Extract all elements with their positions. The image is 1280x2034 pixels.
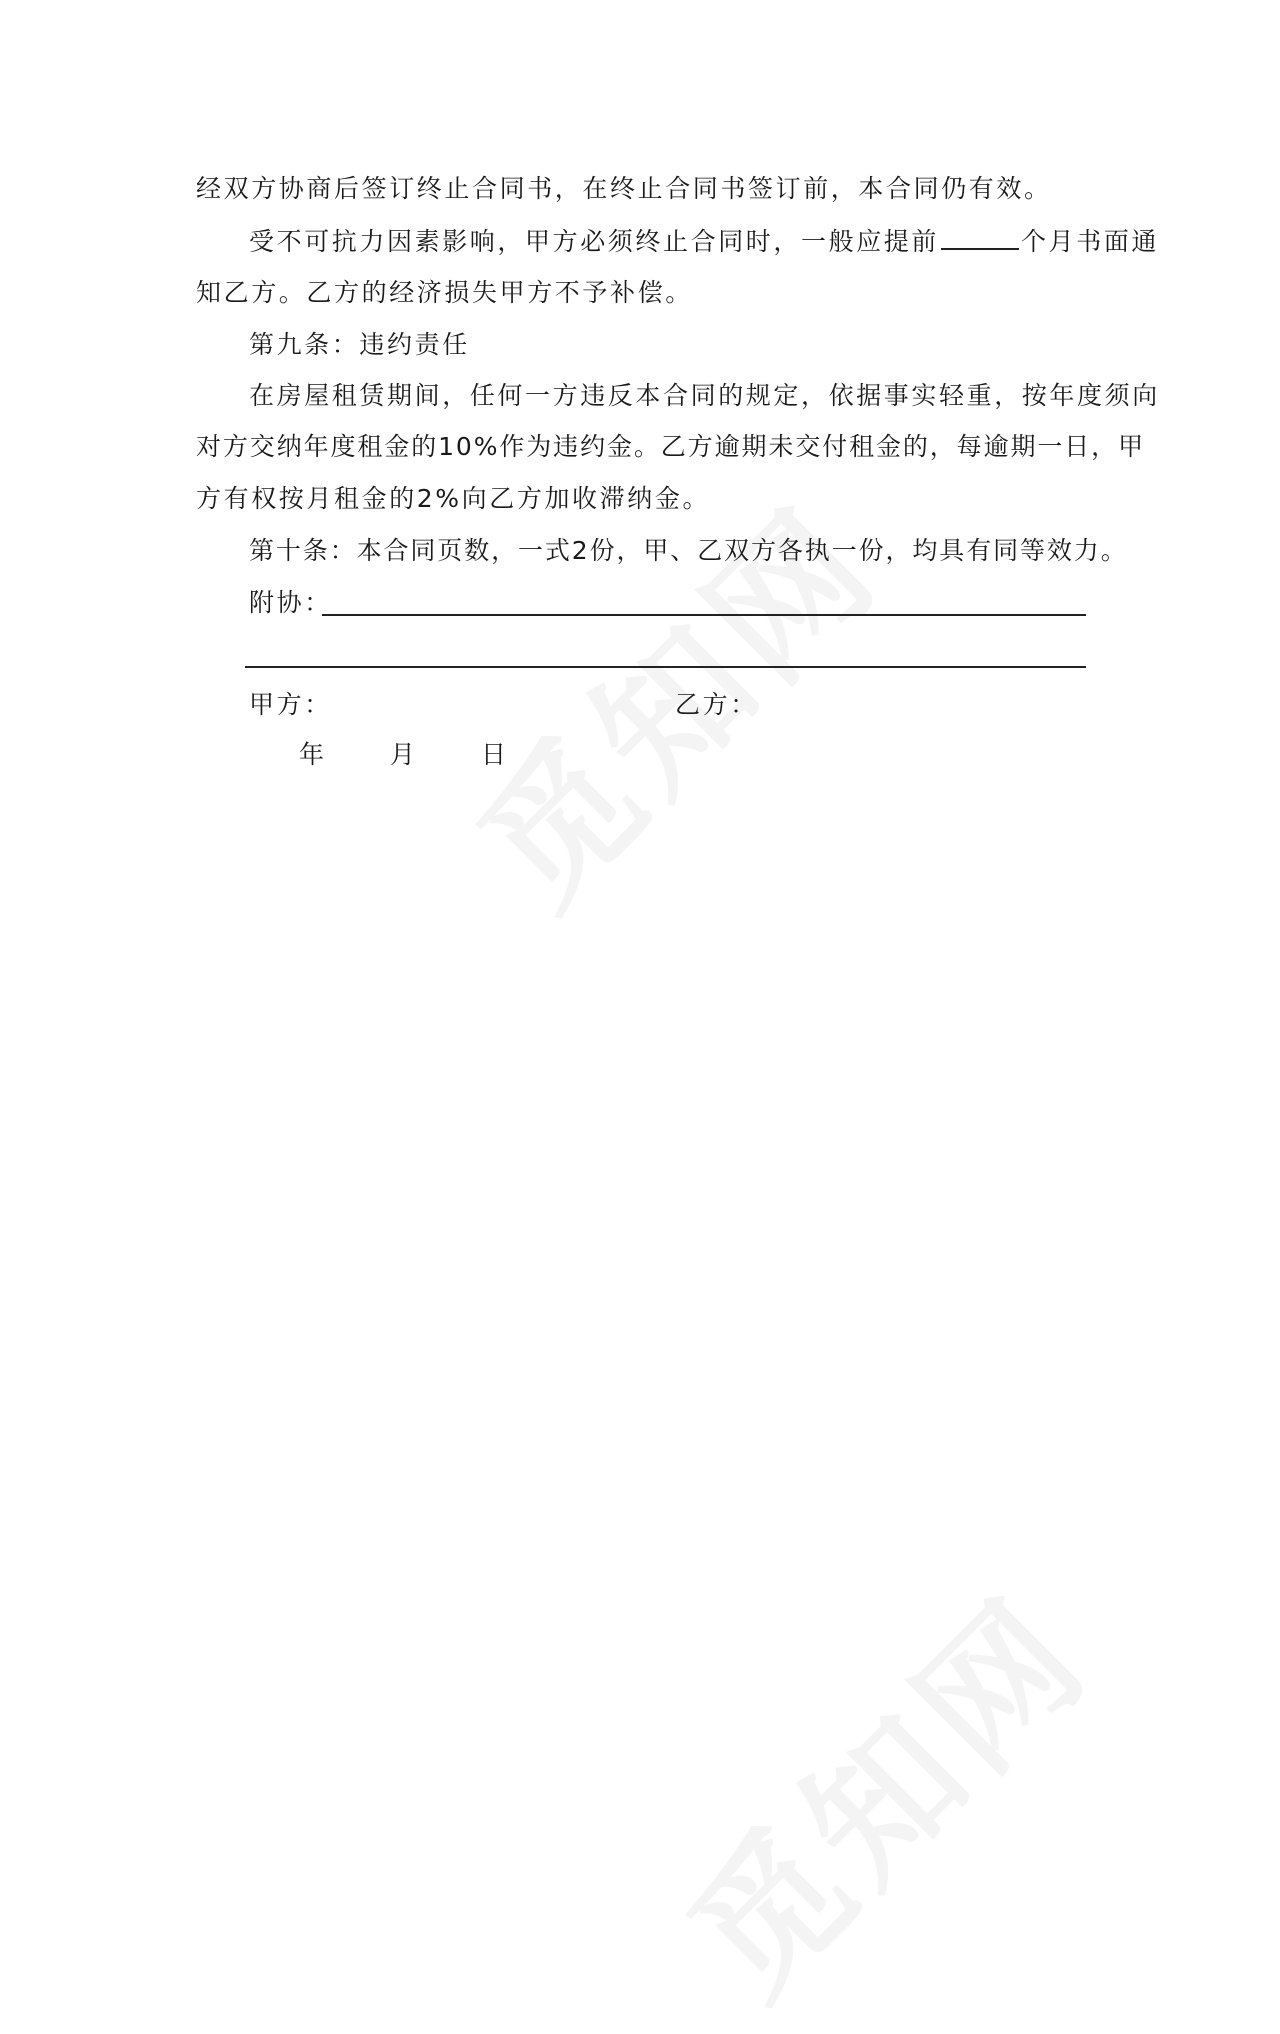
watermark-top: [424, 452, 916, 944]
appendix-label: 附协：: [249, 588, 332, 617]
paragraph-line-7: 方有权按月租金的2%向乙方加收滞纳金。: [196, 484, 711, 513]
paragraph-line-3: 知乙方。乙方的经济损失甲方不予补偿。: [196, 278, 693, 307]
paragraph-line-2: [249, 226, 1159, 257]
paragraph-line-6: 对方交纳年度租金的10%作为违约金。乙方逾期未交付租金的，每逾期一日，甲: [196, 432, 1145, 461]
paragraph-line-5: 在房屋租赁期间，任何一方违反本合同的规定，依据事实轻重，按年度须向: [249, 381, 1160, 410]
section-heading-article-9: 第九条：违约责任: [249, 330, 470, 359]
party-a-label: 甲方：: [249, 690, 332, 719]
line-2-text-a: 受不可抗力因素影响，甲方必须终止合同时，一般应提前: [249, 227, 940, 256]
date-year-label: 年: [299, 740, 327, 769]
paragraph-line-1: 经双方协商后签订终止合同书，在终止合同书签订前，本合同仍有效。: [196, 174, 1052, 203]
watermark-bottom: [634, 1542, 1126, 2034]
blank-underline: [941, 226, 1019, 250]
date-month-label: 月: [390, 740, 418, 769]
date-day-label: 日: [481, 740, 509, 769]
section-heading-article-10: 第十条：本合同页数，一式2份，甲、乙双方各执一份，均具有同等效力。: [249, 536, 1128, 565]
appendix-underline-1: [322, 614, 1086, 616]
party-b-label: 乙方：: [675, 690, 758, 719]
appendix-underline-2: [245, 666, 1086, 668]
line-2-text-b: 个月书面通: [1021, 227, 1160, 256]
